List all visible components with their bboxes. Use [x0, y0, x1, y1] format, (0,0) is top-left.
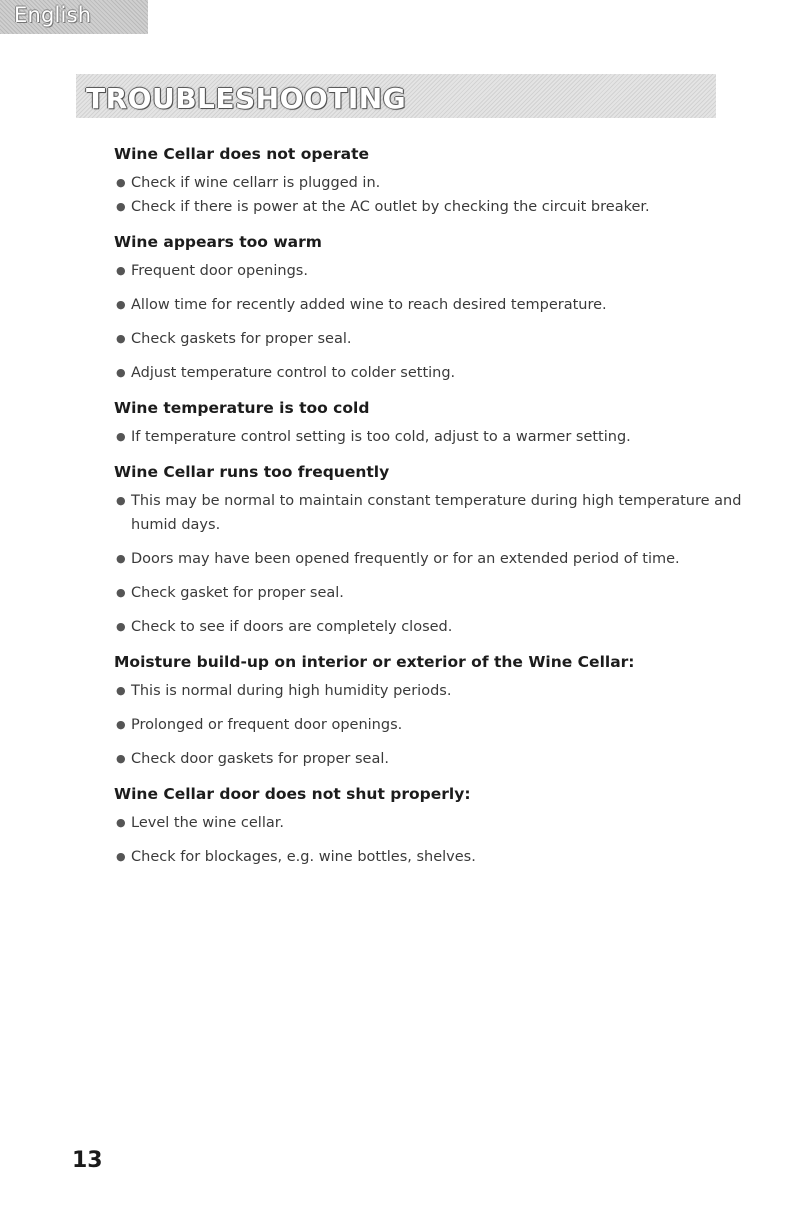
bullet-icon: ●: [116, 298, 126, 311]
list-item: ● Adjust temperature control to colder setting.: [114, 361, 764, 385]
section-moisture: [114, 651, 764, 771]
bullet-icon: ●: [116, 200, 126, 213]
section-heading: Wine Cellar does not operate: [114, 145, 370, 163]
list-item: ● Check door gaskets for proper seal.: [114, 747, 764, 771]
section-too-warm: [114, 231, 764, 385]
section-heading: Moisture build-up on interior or exterior of the Wine Cellar:: [114, 653, 635, 671]
bullet-icon: ●: [116, 718, 126, 731]
list-item: ● Check gasket for proper seal.: [114, 581, 764, 605]
item-list: [114, 171, 764, 219]
item-list: [114, 259, 764, 385]
list-item: ● Level the wine cellar.: [114, 811, 764, 835]
list-item: ● This may be normal to maintain constant temperature during high temperature and humid days.: [114, 489, 764, 537]
list-item: ● Doors may have been opened frequently or for an extended period of time.: [114, 547, 764, 571]
section-heading: Wine temperature is too cold: [114, 399, 370, 417]
section-too-cold: [114, 397, 764, 449]
bullet-icon: ●: [116, 366, 126, 379]
bullet-icon: ●: [116, 430, 126, 443]
bullet-icon: ●: [116, 816, 126, 829]
bullet-icon: ●: [116, 620, 126, 633]
section-door-not-shut: [114, 783, 764, 869]
list-item: ● Prolonged or frequent door openings.: [114, 713, 764, 737]
list-item: ● Check to see if doors are completely closed.: [114, 615, 764, 639]
list-item: ● Check gaskets for proper seal.: [114, 327, 764, 351]
bullet-icon: ●: [116, 586, 126, 599]
item-list: [114, 425, 764, 449]
list-item: ● Check if there is power at the AC outlet by checking the circuit breaker.: [114, 195, 764, 219]
section-heading: Wine Cellar runs too frequently: [114, 463, 390, 481]
item-list: [114, 679, 764, 771]
section-heading: Wine appears too warm: [114, 233, 322, 251]
bullet-icon: ●: [116, 494, 126, 507]
page-number: 13: [72, 1148, 103, 1173]
bullet-icon: ●: [116, 332, 126, 345]
bullet-icon: ●: [116, 264, 126, 277]
section-heading: Wine Cellar door does not shut properly:: [114, 785, 471, 803]
language-label: English: [14, 3, 92, 27]
bullet-icon: ●: [116, 176, 126, 189]
list-item: ● Check for blockages, e.g. wine bottles, shelves.: [114, 845, 764, 869]
section-runs-too-frequently: [114, 461, 764, 639]
page-title: TROUBLESHOOTING: [86, 82, 407, 115]
list-item: ● Frequent door openings.: [114, 259, 764, 283]
item-list: [114, 489, 764, 639]
section-does-not-operate: [114, 143, 764, 219]
list-item: ● Allow time for recently added wine to reach desired temperature.: [114, 293, 764, 317]
list-item: ● This is normal during high humidity periods.: [114, 679, 764, 703]
bullet-icon: ●: [116, 684, 126, 697]
troubleshooting-content: [114, 143, 764, 881]
item-list: [114, 811, 764, 869]
list-item: ● Check if wine cellarr is plugged in.: [114, 171, 764, 195]
bullet-icon: ●: [116, 752, 126, 765]
bullet-icon: ●: [116, 552, 126, 565]
list-item: ● If temperature control setting is too cold, adjust to a warmer setting.: [114, 425, 764, 449]
bullet-icon: ●: [116, 850, 126, 863]
